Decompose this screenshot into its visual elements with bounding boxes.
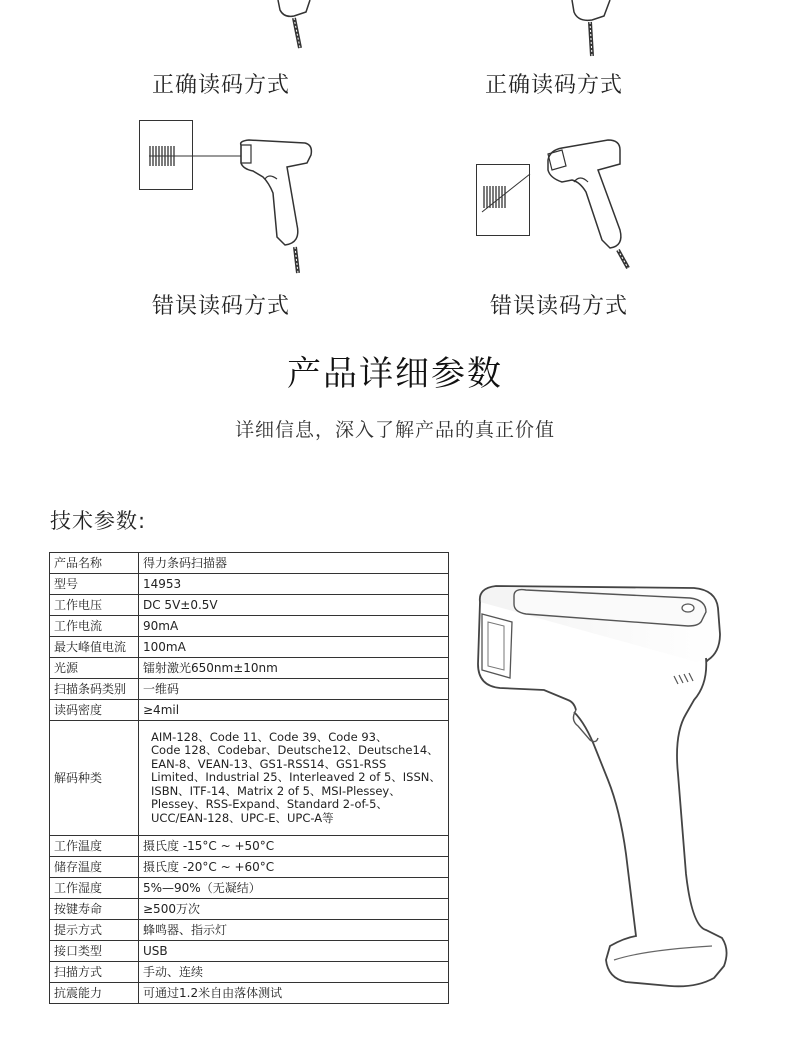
- spec-value: 得力条码扫描器: [139, 553, 449, 574]
- caption-wrong-left: 错误读码方式: [152, 294, 291, 319]
- spec-key: 抗震能力: [50, 983, 139, 1004]
- spec-value: 手动、连续: [139, 962, 449, 983]
- barcode-card-left: [139, 120, 193, 190]
- spec-value: AIM-128、Code 11、Code 39、Code 93、 Code 128、Codebar、Deutsche12、Deutsche14、 EAN-8、VEAN-13、GS1-RSS14、GS1-RSS Limited、Industrial 25、Interleaved 2 of 5、ISSN、 ISBN、ITF-14、Matrix 2 of 5、MSI-Plessey、 Plessey、RSS-Expand、Standard 2-of-5、 UCC/EAN-128、UPC-E、UPC-A等: [139, 721, 449, 836]
- caption-correct-left: 正确读码方式: [152, 73, 291, 98]
- spec-key: 按键寿命: [50, 899, 139, 920]
- table-row: [50, 637, 449, 658]
- table-row: [50, 941, 449, 962]
- spec-key: 工作湿度: [50, 878, 139, 899]
- table-row: [50, 962, 449, 983]
- table-row: [50, 574, 449, 595]
- spec-key: 储存温度: [50, 857, 139, 878]
- scanner-illustration-correct-left: [270, 0, 330, 55]
- spec-value: DC 5V±0.5V: [139, 595, 449, 616]
- spec-key: 扫描方式: [50, 962, 139, 983]
- table-row: [50, 878, 449, 899]
- spec-key: 扫描条码类别: [50, 679, 139, 700]
- barcode-card-right: [476, 164, 530, 236]
- spec-value: 摄氏度 -15°C ~ +50°C: [139, 836, 449, 857]
- spec-key: 型号: [50, 574, 139, 595]
- spec-value: 一维码: [139, 679, 449, 700]
- scanner-illustration-wrong-left: [193, 133, 323, 283]
- spec-value: 100mA: [139, 637, 449, 658]
- scanner-illustration-correct-right: [570, 0, 630, 60]
- spec-key: 工作电压: [50, 595, 139, 616]
- spec-value: 蜂鸣器、指示灯: [139, 920, 449, 941]
- spec-key: 产品名称: [50, 553, 139, 574]
- spec-key: 光源: [50, 658, 139, 679]
- spec-value: 90mA: [139, 616, 449, 637]
- scanner-product-illustration: [474, 574, 734, 994]
- spec-value: 镭射激光650nm±10nm: [139, 658, 449, 679]
- table-row: [50, 721, 449, 836]
- spec-key: 接口类型: [50, 941, 139, 962]
- spec-value: 可通过1.2米自由落体测试: [139, 983, 449, 1004]
- table-row: [50, 616, 449, 637]
- spec-heading: 技术参数:: [50, 509, 147, 533]
- table-row: [50, 899, 449, 920]
- scanner-illustration-wrong-right: [528, 130, 668, 270]
- table-row: [50, 983, 449, 1004]
- spec-value: 14953: [139, 574, 449, 595]
- spec-key: 工作电流: [50, 616, 139, 637]
- table-row: [50, 595, 449, 616]
- spec-value: ≥4mil: [139, 700, 449, 721]
- caption-correct-right: 正确读码方式: [485, 73, 624, 98]
- spec-value: 5%—90%（无凝结）: [139, 878, 449, 899]
- spec-value: ≥500万次: [139, 899, 449, 920]
- table-row: [50, 679, 449, 700]
- spec-table: [49, 552, 449, 1004]
- table-row: [50, 836, 449, 857]
- caption-wrong-right: 错误读码方式: [490, 294, 629, 319]
- spec-key: 读码密度: [50, 700, 139, 721]
- table-row: [50, 857, 449, 878]
- section-subtitle: 详细信息，深入了解产品的真正价值: [234, 419, 555, 441]
- spec-key: 解码种类: [50, 721, 139, 836]
- table-row: [50, 700, 449, 721]
- spec-key: 工作温度: [50, 836, 139, 857]
- table-row: [50, 553, 449, 574]
- spec-key: 提示方式: [50, 920, 139, 941]
- table-row: [50, 658, 449, 679]
- spec-value: USB: [139, 941, 449, 962]
- spec-key: 最大峰值电流: [50, 637, 139, 658]
- table-row: [50, 920, 449, 941]
- section-title: 产品详细参数: [287, 354, 503, 394]
- spec-value: 摄氏度 -20°C ~ +60°C: [139, 857, 449, 878]
